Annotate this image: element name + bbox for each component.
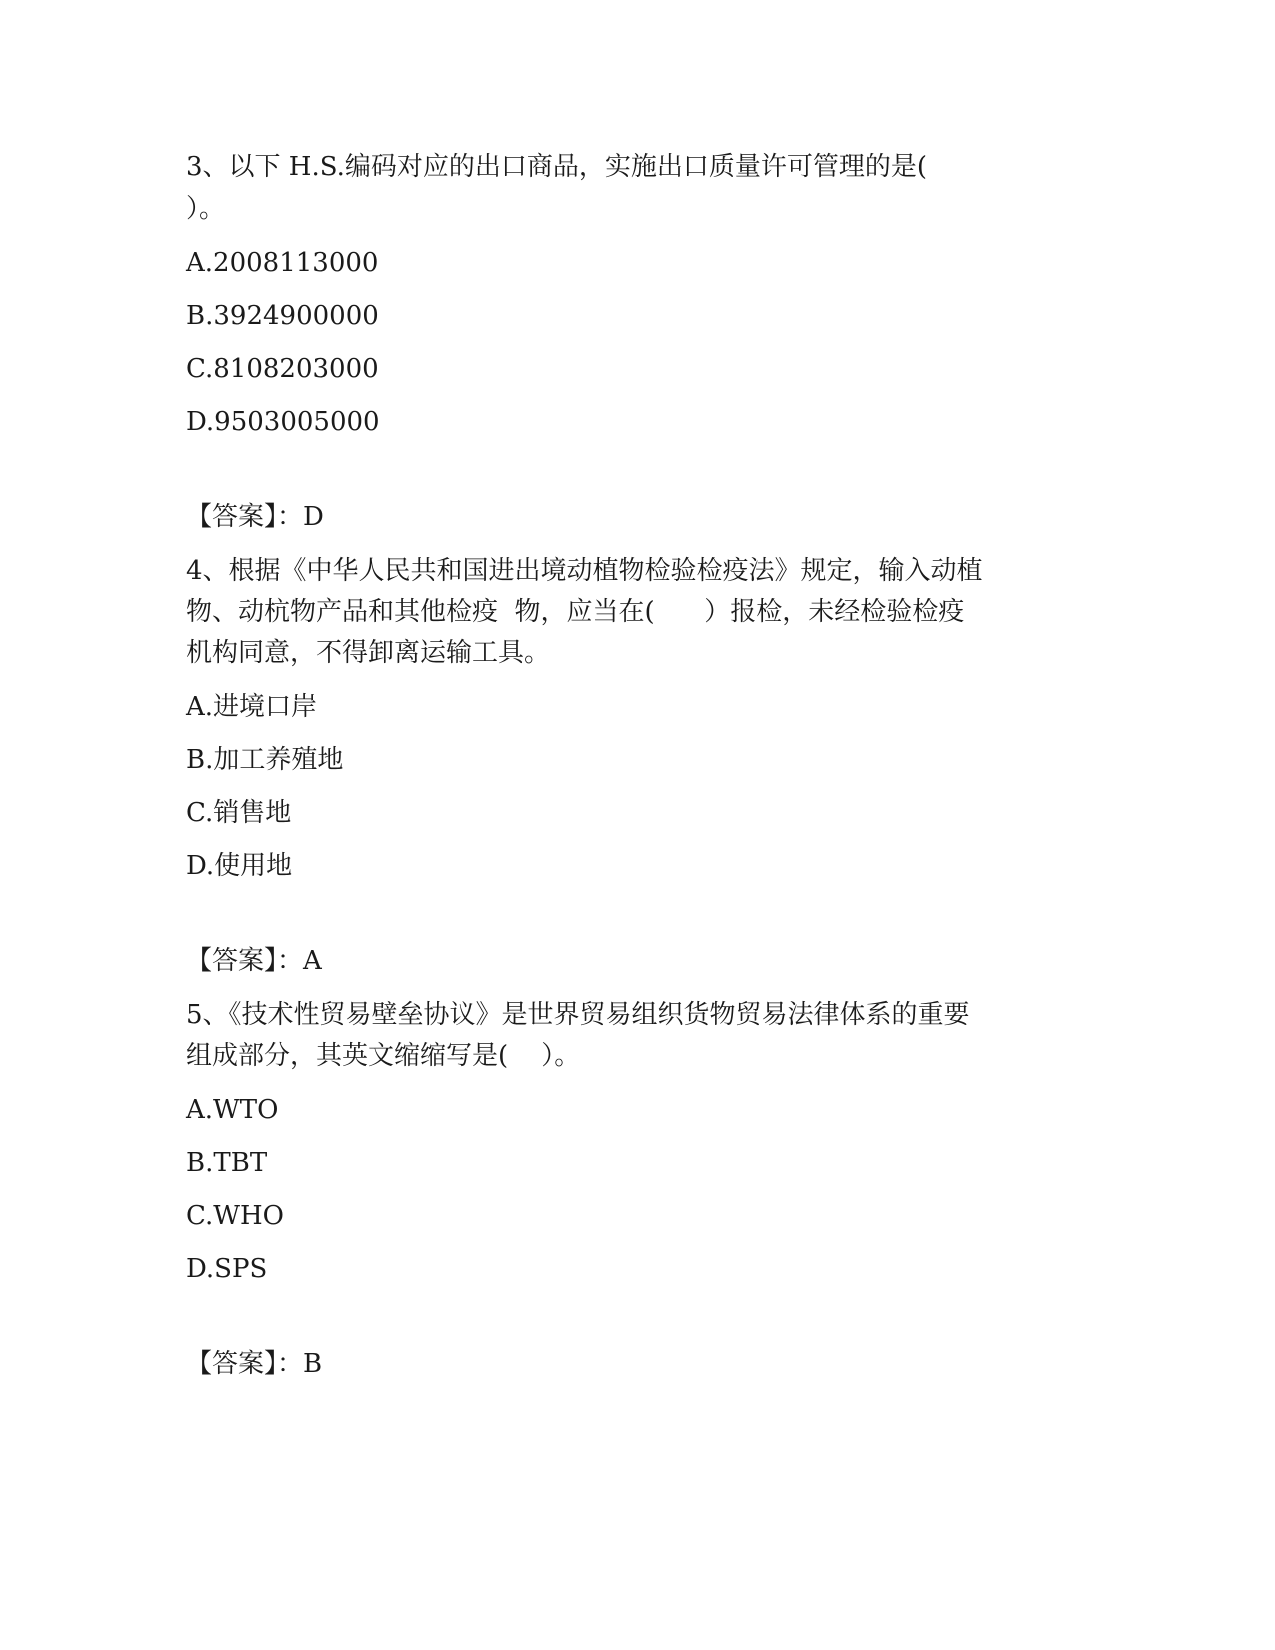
question-5-option-a: A.WTO [186, 1095, 279, 1125]
question-4-stem-line-2: 物、动杭物产品和其他检疫 物，应当在( ）报检，未经检验检疫 [186, 597, 965, 627]
question-5-option-b: B.TBT [186, 1148, 268, 1178]
question-3-option-d: D.9503005000 [186, 407, 380, 437]
answer-label: 【答案】： [186, 1349, 304, 1379]
answer-label: 【答案】： [186, 502, 304, 532]
question-5-option-d: D.SPS [186, 1254, 268, 1284]
question-5-option-c: C.WHO [186, 1201, 284, 1231]
question-3-option-a: A.2008113000 [186, 248, 379, 278]
question-3-stem-line-1: 3、以下 H.S.编码对应的出口商品，实施出口质量许可管理的是( [186, 152, 928, 182]
answer-label: 【答案】： [186, 946, 304, 976]
question-4-answer [186, 940, 322, 982]
answer-value: B [303, 1349, 323, 1379]
question-5-answer [186, 1343, 322, 1385]
question-3-stem-line-2: ）。 [186, 194, 226, 224]
question-4-option-a: A.进境口岸 [186, 692, 318, 722]
question-3-answer [186, 496, 324, 538]
question-5-stem-line-2: 组成部分，其英文缩缩写是( ）。 [186, 1041, 581, 1071]
answer-value: D [303, 502, 324, 532]
question-3-option-b: B.3924900000 [186, 301, 379, 331]
question-4-option-b: B.加工养殖地 [186, 745, 344, 775]
question-5-stem-line-1: 5、《技术性贸易壁垒协议》是世界贸易组织货物贸易法律体系的重要 [186, 1000, 970, 1030]
answer-value: A [303, 946, 322, 976]
question-4-option-c: C.销售地 [186, 798, 292, 828]
question-3-option-c: C.8108203000 [186, 354, 379, 384]
question-4-option-d: D.使用地 [186, 851, 293, 881]
question-4-stem-line-1: 4、根据《中华人民共和国进出境动植物检验检疫法》规定，输入动植 [186, 556, 983, 586]
question-4-stem-line-3: 机构同意，不得卸离运输工具。 [186, 638, 551, 668]
